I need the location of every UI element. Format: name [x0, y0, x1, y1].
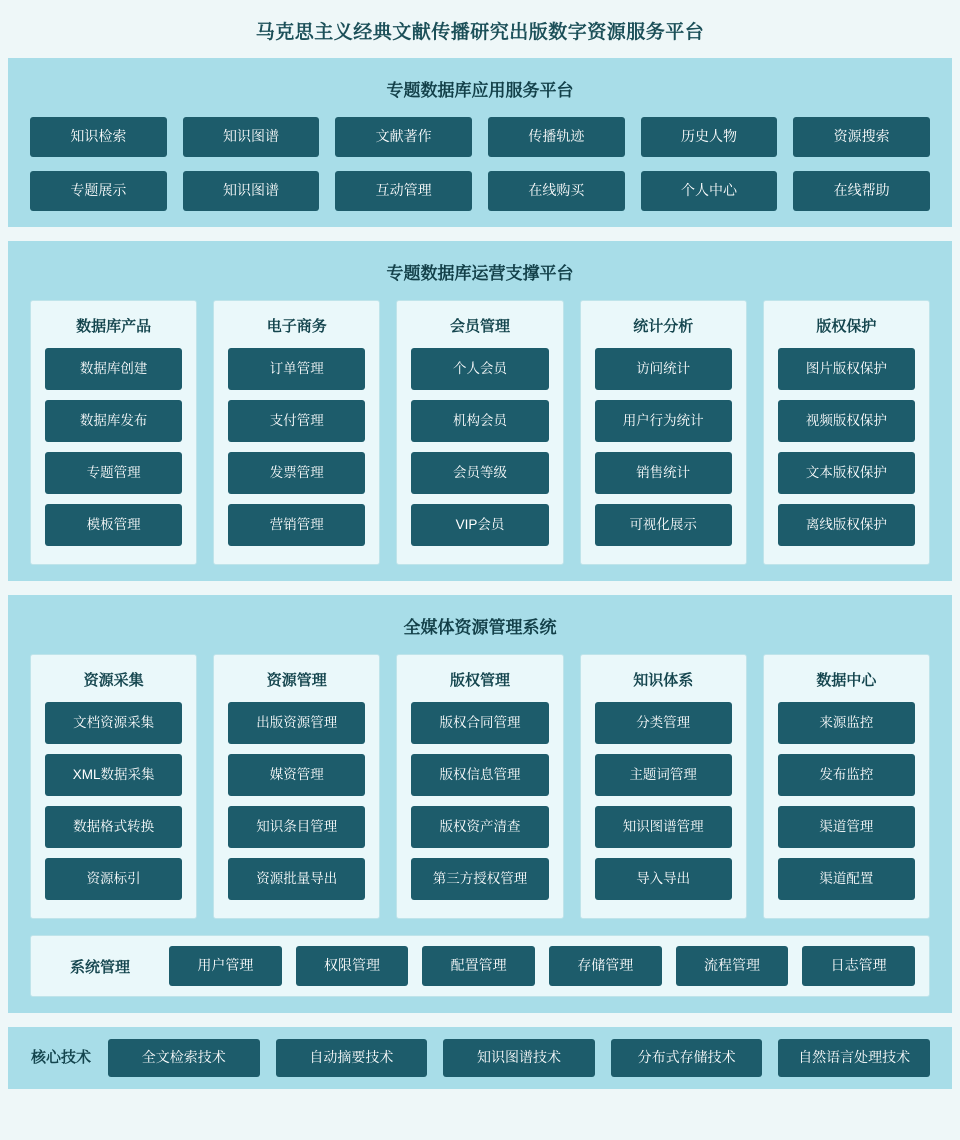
system-tile[interactable]: 日志管理: [802, 946, 915, 986]
column-resource-management: [213, 654, 380, 919]
column-tile[interactable]: 资源批量导出: [228, 858, 365, 900]
column-tile[interactable]: 数据库创建: [45, 348, 182, 390]
column-header: 会员管理: [449, 318, 510, 335]
column-statistical-analysis: [580, 300, 747, 565]
column-ecommerce: [213, 300, 380, 565]
column-tile[interactable]: 可视化展示: [595, 504, 732, 546]
column-tile[interactable]: 知识条目管理: [228, 806, 365, 848]
column-tile[interactable]: 会员等级: [411, 452, 548, 494]
column-database-product: [30, 300, 197, 565]
media-column-row: [20, 654, 940, 919]
column-tile[interactable]: 图片版权保护: [778, 348, 915, 390]
app-tile[interactable]: 在线帮助: [793, 171, 930, 211]
column-copyright-protection: [763, 300, 930, 565]
system-tile[interactable]: 用户管理: [169, 946, 282, 986]
column-tile[interactable]: 媒资管理: [228, 754, 365, 796]
app-tile[interactable]: 资源搜索: [793, 117, 930, 157]
column-tile[interactable]: 支付管理: [228, 400, 365, 442]
app-tile[interactable]: 知识图谱: [183, 171, 320, 211]
column-tile[interactable]: 分类管理: [595, 702, 732, 744]
column-tile[interactable]: 渠道配置: [778, 858, 915, 900]
column-tile[interactable]: 文本版权保护: [778, 452, 915, 494]
column-header: 资源管理: [266, 672, 327, 689]
column-header: 版权管理: [449, 672, 510, 689]
column-tile[interactable]: 销售统计: [595, 452, 732, 494]
app-tile[interactable]: 个人中心: [641, 171, 778, 211]
band-core-technologies: [8, 1027, 952, 1089]
application-tile-grid: [20, 117, 940, 211]
operation-column-row: [20, 300, 940, 565]
band-application-service-platform: [8, 58, 952, 227]
column-tile[interactable]: 版权信息管理: [411, 754, 548, 796]
column-tile[interactable]: 发票管理: [228, 452, 365, 494]
column-tile[interactable]: 数据库发布: [45, 400, 182, 442]
app-tile[interactable]: 历史人物: [641, 117, 778, 157]
column-tile[interactable]: 订单管理: [228, 348, 365, 390]
column-tile[interactable]: 版权资产清查: [411, 806, 548, 848]
column-tile[interactable]: 出版资源管理: [228, 702, 365, 744]
column-tile[interactable]: 第三方授权管理: [411, 858, 548, 900]
column-member-management: [396, 300, 563, 565]
band-operation-support-platform: [8, 241, 952, 581]
system-tile[interactable]: 存储管理: [549, 946, 662, 986]
app-tile[interactable]: 互动管理: [335, 171, 472, 211]
column-copyright-management: [396, 654, 563, 919]
system-tile[interactable]: 配置管理: [422, 946, 535, 986]
column-tile[interactable]: XML数据采集: [45, 754, 182, 796]
core-tech-tile[interactable]: 自然语言处理技术: [778, 1039, 930, 1077]
column-header: 知识体系: [633, 672, 694, 689]
band-title: 专题数据库应用服务平台: [386, 81, 574, 100]
column-tile[interactable]: 文档资源采集: [45, 702, 182, 744]
column-tile[interactable]: 版权合同管理: [411, 702, 548, 744]
core-tech-tile[interactable]: 知识图谱技术: [443, 1039, 595, 1077]
column-header: 资源采集: [83, 672, 144, 689]
column-tile[interactable]: 个人会员: [411, 348, 548, 390]
column-tile[interactable]: 导入导出: [595, 858, 732, 900]
column-tile[interactable]: 模板管理: [45, 504, 182, 546]
column-tile[interactable]: 离线版权保护: [778, 504, 915, 546]
core-tech-tile[interactable]: 全文检索技术: [108, 1039, 260, 1077]
app-tile[interactable]: 传播轨迹: [488, 117, 625, 157]
band-media-resource-management-system: [8, 595, 952, 1013]
column-header: 数据中心: [816, 672, 877, 689]
core-technology-label: 核心技术: [30, 1049, 91, 1067]
column-tile[interactable]: 用户行为统计: [595, 400, 732, 442]
column-tile[interactable]: 来源监控: [778, 702, 915, 744]
column-tile[interactable]: 渠道管理: [778, 806, 915, 848]
page-title: 马克思主义经典文献传播研究出版数字资源服务平台: [255, 22, 705, 43]
column-tile[interactable]: 知识图谱管理: [595, 806, 732, 848]
app-tile[interactable]: 在线购买: [488, 171, 625, 211]
column-tile[interactable]: 资源标引: [45, 858, 182, 900]
system-management-label: 系统管理: [69, 958, 130, 976]
column-tile[interactable]: 主题词管理: [595, 754, 732, 796]
column-header: 电子商务: [266, 318, 327, 335]
system-tile[interactable]: 权限管理: [296, 946, 409, 986]
app-tile[interactable]: 知识图谱: [183, 117, 320, 157]
column-tile[interactable]: 视频版权保护: [778, 400, 915, 442]
column-tile[interactable]: VIP会员: [411, 504, 548, 546]
column-data-center: [763, 654, 930, 919]
column-tile[interactable]: 发布监控: [778, 754, 915, 796]
app-tile[interactable]: 文献著作: [335, 117, 472, 157]
column-knowledge-system: [580, 654, 747, 919]
column-header: 统计分析: [633, 318, 694, 335]
band-title: 全媒体资源管理系统: [403, 618, 557, 637]
column-tile[interactable]: 专题管理: [45, 452, 182, 494]
column-tile[interactable]: 访问统计: [595, 348, 732, 390]
core-tech-tile[interactable]: 分布式存储技术: [611, 1039, 763, 1077]
band-title: 专题数据库运营支撑平台: [386, 264, 574, 283]
column-tile[interactable]: 机构会员: [411, 400, 548, 442]
column-tile[interactable]: 数据格式转换: [45, 806, 182, 848]
column-resource-collection: [30, 654, 197, 919]
system-tile[interactable]: 流程管理: [676, 946, 789, 986]
column-header: 版权保护: [816, 318, 877, 335]
column-header: 数据库产品: [76, 318, 152, 335]
column-tile[interactable]: 营销管理: [228, 504, 365, 546]
app-tile[interactable]: 知识检索: [30, 117, 167, 157]
system-management-strip: [30, 935, 930, 997]
app-tile[interactable]: 专题展示: [30, 171, 167, 211]
core-tech-tile[interactable]: 自动摘要技术: [276, 1039, 428, 1077]
